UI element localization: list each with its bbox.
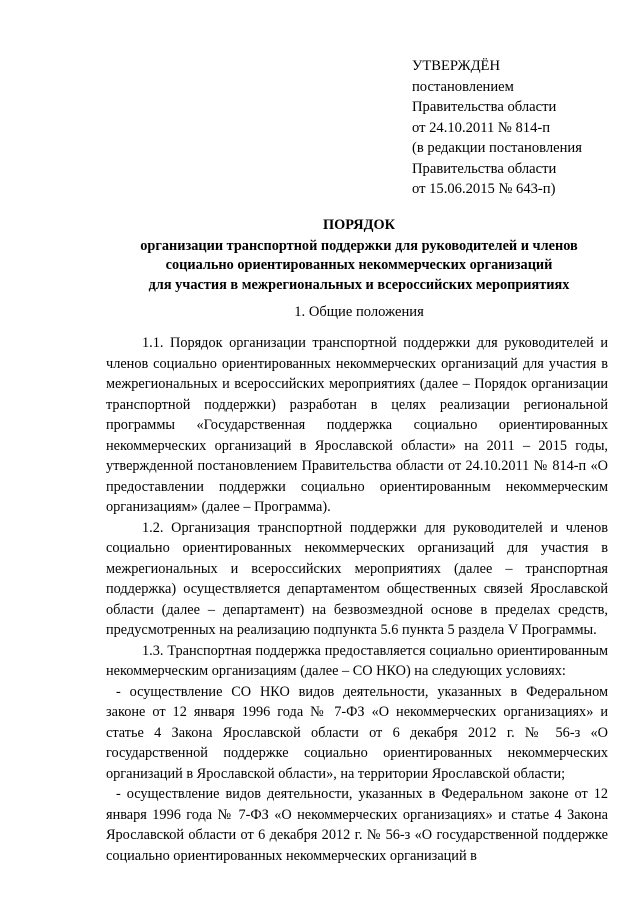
paragraph: 1.3. Транспортная поддержка предоставляется социально ориентированным некоммерческим организациям (далее – СО НКО) на следующих условиях: [106,642,608,679]
document-body [106,333,608,866]
list-item: - осуществление видов деятельности, указанных в Федеральном законе от 12 января 1996 года № 7-ФЗ «О некоммерческих организациях» и статье 4 Закона Ярославской области от 6 декабря 2012 г. № 56-з «О государственной поддержке социально ориентированных некоммерческих организаций в [106,786,608,864]
approval-line: постановлением [412,78,514,95]
approval-line: от 24.10.2011 № 814-п [412,119,551,136]
approval-line: (в редакции постановления [412,140,582,156]
paragraph: 1.1. Порядок организации транспортной поддержки для руководителей и членов социально ориентированных некоммерческих организаций для участия в межрегиональных и всероссийских мероприятиях (далее – Порядок организации транспортной поддержки) разработан в целях реализации региональной программы «Государственная поддержка социально ориентированных некоммерческих организаций в Ярославской области» на 2011 – 2015 годы, утвержденной постановлением Правительства области от 24.10.2011 № 814-п «О предоставлении поддержки социально ориентированным некоммерческим организациям» (далее – Программа). [106,335,608,515]
approval-line: Правительства области [412,99,557,115]
approval-line: УТВЕРЖДЁН [412,58,500,74]
approval-line: от 15.06.2015 № 643-п) [412,181,556,197]
title-heading: ПОРЯДОК [323,217,395,233]
section-heading: 1. Общие положения [294,304,424,320]
list-item: - осуществление СО НКО видов деятельности, указанных в Федеральном законе от 12 января 1996 года № 7-ФЗ «О некоммерческих организациях» и статье 4 Закона Ярославской области от 6 декабря 2012 г. № 56-з «О государственной поддержке социально ориентированных некоммерческих организаций в Ярославской области», на территории Ярославской области; [106,683,608,782]
approval-line: Правительства области [412,160,557,177]
title-subtitle-line: социально ориентированных некоммерческих организаций [165,257,553,273]
approval-stamp [412,56,634,200]
title-subtitle-line: организации транспортной поддержки для руководителей и членов [140,237,578,254]
document-title [108,216,610,295]
paragraph: 1.2. Организация транспортной поддержки для руководителей и членов социально ориентированных некоммерческих организаций для участия в межрегиональных и всероссийских мероприятиях (далее – транспортная поддержка) осуществляется департаментом общественных связей Ярославской области (далее – департамент) на безвозмездной основе в пределах средств, предусмотренных на реализацию подпункта 5.6 пункта 5 раздела V Программы. [106,519,608,638]
title-subtitle-line: для участия в межрегиональных и всероссийских мероприятиях [148,276,570,293]
